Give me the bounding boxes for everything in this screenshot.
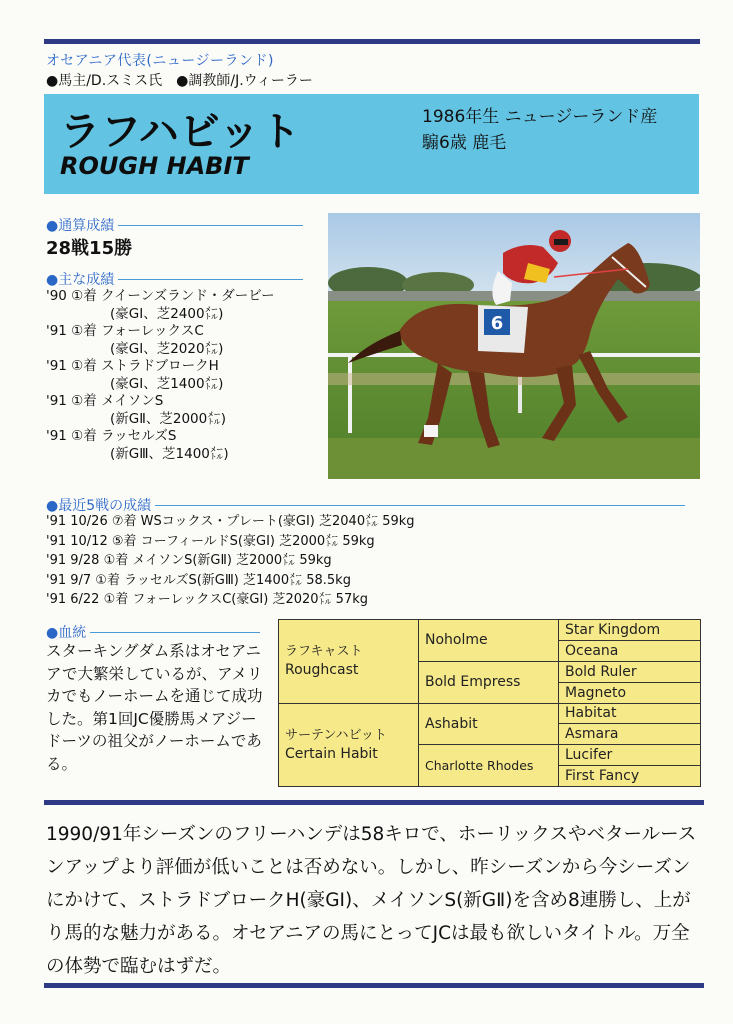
pedigree-gen3: Bold Ruler — [559, 661, 701, 682]
heading-divider — [118, 279, 303, 280]
dam-name-en: Certain Habit — [285, 745, 378, 762]
win-detail: (豪GⅠ、芝2400㍍) — [110, 305, 224, 322]
pedigree-table — [278, 619, 701, 787]
pedigree-gen3: Star Kingdom — [559, 620, 701, 641]
major-wins-heading — [46, 269, 303, 289]
win-line: '91 ①着 メイソンS — [46, 393, 164, 409]
owner-trainer-line: ●馬主/D.スミス氏 ●調教師/J.ウィーラー — [46, 73, 313, 89]
career-heading-label: ●通算成績 — [46, 218, 115, 234]
horse-racing-illustration — [328, 213, 700, 479]
win-detail: (豪GⅠ、芝2020㍍) — [110, 340, 224, 357]
bloodline-heading — [46, 622, 260, 642]
win-line: '91 ①着 ストラドブロークH — [46, 358, 219, 374]
pedigree-gen2: Ashabit — [419, 703, 559, 745]
pedigree-gen3: Asmara — [559, 724, 701, 745]
recent-races-list — [46, 512, 415, 610]
comment-bottom-rule — [44, 983, 704, 988]
sire-name-en: Roughcast — [285, 662, 359, 679]
origin-label: オセアニア代表(ニュージーランド) — [46, 53, 275, 69]
horse-name-jp: ラフハビット — [60, 109, 302, 155]
top-rule — [44, 39, 700, 44]
recent-race: '91 9/7 ①着 ラッセルズS(新GⅢ) 芝1400㍍ 58.5kg — [46, 572, 351, 588]
major-wins-list — [46, 288, 275, 463]
recent-race: '91 6/22 ①着 フォーレックスC(豪GⅠ) 芝2020㍍ 57kg — [46, 592, 368, 607]
pedigree-gen2: Bold Empress — [419, 661, 559, 703]
heading-divider — [118, 225, 303, 226]
sire-name-jp: ラフキャスト — [285, 644, 363, 660]
pedigree-sire — [279, 620, 419, 704]
race-photo — [328, 213, 700, 479]
pedigree-gen3: Lucifer — [559, 745, 701, 766]
win-detail: (豪GⅠ、芝1400㍍) — [110, 375, 224, 392]
pedigree-gen3: Habitat — [559, 703, 701, 724]
saddle-number: 6 — [490, 313, 504, 334]
pedigree-gen3: Magneto — [559, 682, 701, 703]
age-sex-color: 騸6歳 鹿毛 — [422, 133, 507, 153]
heading-divider — [155, 505, 685, 506]
bloodline-heading-label: ●血統 — [46, 625, 87, 641]
birth-info: 1986年生 ニュージーランド産 — [422, 107, 658, 127]
win-line: '90 ①着 クイーンズランド・ダービー — [46, 288, 275, 304]
major-wins-heading-label: ●主な成績 — [46, 272, 115, 288]
pedigree-gen2: Charlotte Rhodes — [419, 745, 559, 787]
bloodline-text: スターキングダム系はオセアニアで大繁栄しているが、アメリカでもノーホームを通じて成功した。第1回JC優勝馬メアジードーツの祖父がノーホームである。 — [46, 642, 263, 773]
recent-race: '91 10/12 ⑤着 コーフィールドS(豪GⅠ) 芝2000㍍ 59kg — [46, 533, 375, 549]
pedigree-gen3: First Fancy — [559, 766, 701, 787]
pedigree-dam — [279, 703, 419, 787]
win-line: '91 ①着 フォーレックスC — [46, 323, 204, 339]
career-heading — [46, 215, 303, 235]
dam-name-jp: サーテンハビット — [285, 727, 387, 743]
recent-heading-label: ●最近5戦の成績 — [46, 498, 152, 514]
commentary: 1990/91年シーズンのフリーハンデは58キロで、ホーリックスやベタールースンアップより評価が低いことは否めない。しかし、昨シーズンから今シーズンにかけて、ストラドブロークH(豪GⅠ)、メイソンS(新GⅡ)を含め8連勝し、上がり馬的な魅力がある。オセアニアの馬にとってJCは最も欲しいタイトル。万全の体勢で臨むはずだ。 — [46, 824, 697, 977]
heading-divider — [90, 632, 260, 633]
comment-top-rule — [44, 800, 704, 805]
win-line: '91 ①着 ラッセルズS — [46, 428, 177, 444]
win-detail: (新GⅡ、芝2000㍍) — [110, 410, 226, 427]
pedigree-gen3: Oceana — [559, 640, 701, 661]
win-detail: (新GⅢ、芝1400㍍) — [110, 445, 229, 462]
recent-race: '91 9/28 ①着 メイソンS(新GⅡ) 芝2000㍍ 59kg — [46, 553, 332, 568]
name-band — [44, 94, 699, 194]
career-total: 28戦15勝 — [46, 238, 133, 259]
recent-race: '91 10/26 ⑦着 WSコックス・プレート(豪GⅠ) 芝2040㍍ 59kg — [46, 514, 415, 529]
horse-name-en: ROUGH HABIT — [60, 152, 249, 180]
pedigree-gen2: Noholme — [419, 620, 559, 662]
